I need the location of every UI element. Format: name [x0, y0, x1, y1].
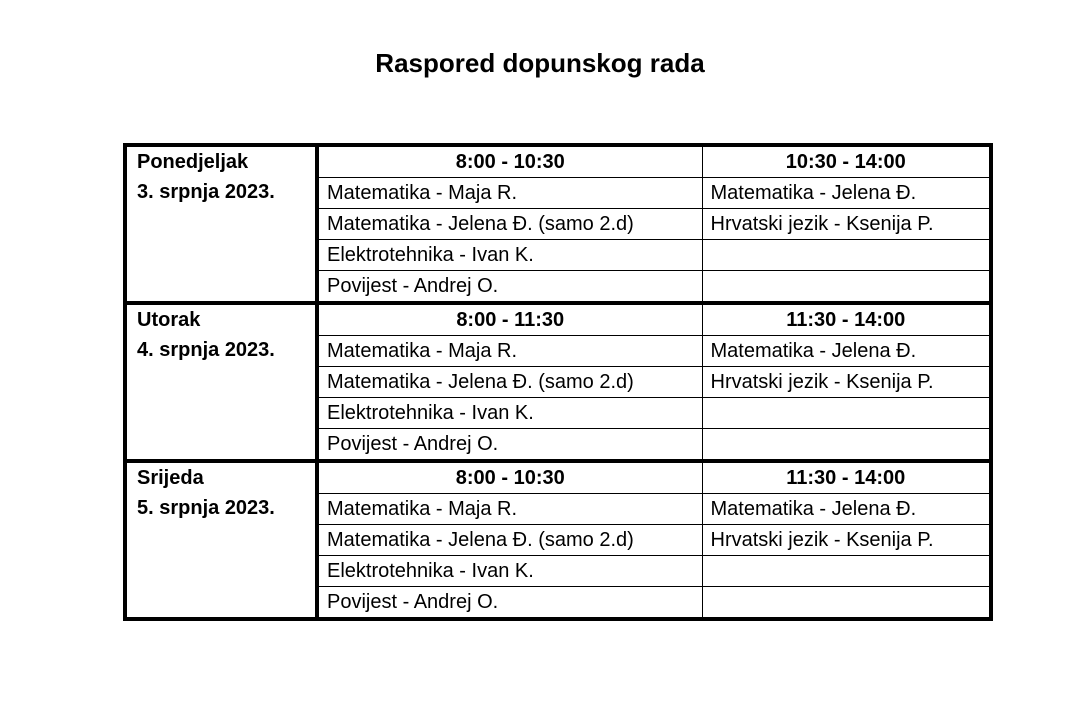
subject-cell: Elektrotehnika - Ivan K.	[317, 556, 702, 587]
day-name: Utorak	[137, 309, 201, 331]
day-name: Srijeda	[137, 467, 204, 489]
time-slot-2: 10:30 - 14:00	[702, 145, 991, 178]
subject-cell: Povijest - Andrej O.	[317, 587, 702, 620]
time-slot-1: 8:00 - 10:30	[317, 461, 702, 494]
time-slot-2: 11:30 - 14:00	[702, 461, 991, 494]
day-date: 5. srpnja 2023.	[137, 497, 275, 519]
subject-cell	[702, 398, 991, 429]
subject-cell: Matematika - Jelena Đ. (samo 2.d)	[317, 367, 702, 398]
day-name: Ponedjeljak	[137, 151, 249, 173]
page-title: Raspored dopunskog rada	[375, 48, 705, 78]
day-cell	[125, 461, 317, 619]
subject-cell	[702, 271, 991, 304]
subject-cell: Matematika - Maja R.	[317, 178, 702, 209]
subject-cell	[702, 556, 991, 587]
subject-cell: Povijest - Andrej O.	[317, 271, 702, 304]
subject-cell: Matematika - Jelena Đ. (samo 2.d)	[317, 525, 702, 556]
subject-cell: Povijest - Andrej O.	[317, 429, 702, 462]
day-date: 4. srpnja 2023.	[137, 339, 275, 361]
subject-cell: Hrvatski jezik - Ksenija P.	[702, 525, 991, 556]
schedule-table	[123, 143, 993, 621]
subject-cell: Hrvatski jezik - Ksenija P.	[702, 209, 991, 240]
subject-cell	[702, 240, 991, 271]
subject-cell: Elektrotehnika - Ivan K.	[317, 398, 702, 429]
day-cell	[125, 145, 317, 303]
subject-cell: Hrvatski jezik - Ksenija P.	[702, 367, 991, 398]
subject-cell: Matematika - Maja R.	[317, 336, 702, 367]
subject-cell	[702, 429, 991, 462]
subject-cell: Matematika - Jelena Đ.	[702, 494, 991, 525]
subject-cell: Matematika - Jelena Đ. (samo 2.d)	[317, 209, 702, 240]
day-cell	[125, 303, 317, 461]
day-date: 3. srpnja 2023.	[137, 181, 275, 203]
time-slot-1: 8:00 - 10:30	[317, 145, 702, 178]
time-slot-2: 11:30 - 14:00	[702, 303, 991, 336]
day-header-row	[125, 303, 991, 336]
subject-cell	[702, 587, 991, 620]
day-header-row	[125, 461, 991, 494]
subject-cell: Matematika - Jelena Đ.	[702, 336, 991, 367]
subject-cell: Matematika - Jelena Đ.	[702, 178, 991, 209]
day-header-row	[125, 145, 991, 178]
time-slot-1: 8:00 - 11:30	[317, 303, 702, 336]
subject-cell: Elektrotehnika - Ivan K.	[317, 240, 702, 271]
subject-cell: Matematika - Maja R.	[317, 494, 702, 525]
